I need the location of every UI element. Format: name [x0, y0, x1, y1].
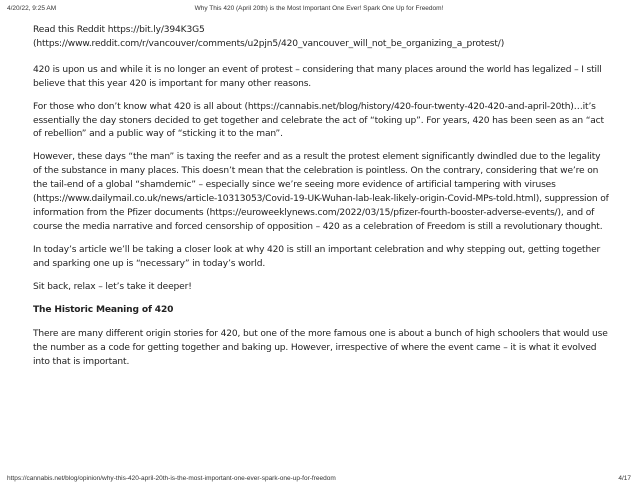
paragraph-sit-back: Sit back, relax – let’s take it deeper! [33, 281, 192, 292]
paragraph-todays-article: In today’s article we’ll be taking a closer look at why 420 is still an important celebration and why stepping out, getting together and sparking one up is “necessary” in today’s world. [33, 244, 601, 269]
paragraph-what-is-420: For those who don’t know what 420 is all about (https://cannabis.net/blog/history/420-four-twenty-420-420-and-april-20th)…it’s essentially the day stoners decided to get together and celebrate the act of “toking up”. For years, 420 has been seen as an “act of rebellion” and a public way of “sticking it to the man”. [33, 101, 604, 140]
section-heading: The Historic Meaning of 420 [33, 304, 174, 315]
page-number: 4/17 [618, 475, 631, 482]
print-datetime: 4/20/22, 9:25 AM [7, 5, 57, 12]
paragraph-420-upon-us: 420 is upon us and while it is no longer an event of protest – considering that many places around the world has legalized – I still believe that this year 420 is important for many other reasons. [33, 64, 602, 89]
print-header [7, 5, 631, 15]
article-body [33, 24, 611, 379]
paragraph-origin-stories: There are many different origin stories for 420, but one of the more famous one is about a bunch of high schoolers that would use the number as a code for getting together and baking up. However, irrespective of where the event came – it is what it evolved into that is important. [33, 329, 608, 368]
print-footer [7, 475, 631, 485]
reddit-link-paragraph: Read this Reddit https://bit.ly/394K3G5 (https://www.reddit.com/r/vancouver/comments/u2pjn5/420_vancouver_will_not_be_organizing_a_protest/) [33, 25, 505, 49]
print-page-title: Why This 420 (April 20th) is the Most Important One Ever! Spark One Up for Freedom! [194, 5, 444, 12]
paragraph-the-man-taxing: However, these days “the man” is taxing the reefer and as a result the protest element significantly dwindled due to the legality of the substance in many places. This doesn’t mean that the celebration is pointless. On the contrary, considering that we’re on the tail-end of a global “shamdemic” – especially since we’re seeing more evidence of artificial tampering with viruses (https://www.dailymail.co.uk/news/article-10313053/Covid-19-UK-Wuhan-lab-leak-likely-origin-Covid-MPs-told.html), suppression of information from the Pfizer documents (https://euroweeklynews.com/2022/03/15/pfizer-fourth-booster-adverse-events/), and of course the media narrative and forced censorship of opposition – 420 as a celebration of Freedom is still a revolutionary thought. [33, 152, 609, 232]
print-url: https://cannabis.net/blog/opinion/why-this-420-april-20th-is-the-most-important-one-ever-spark-one-up-for-freedom [7, 475, 336, 482]
